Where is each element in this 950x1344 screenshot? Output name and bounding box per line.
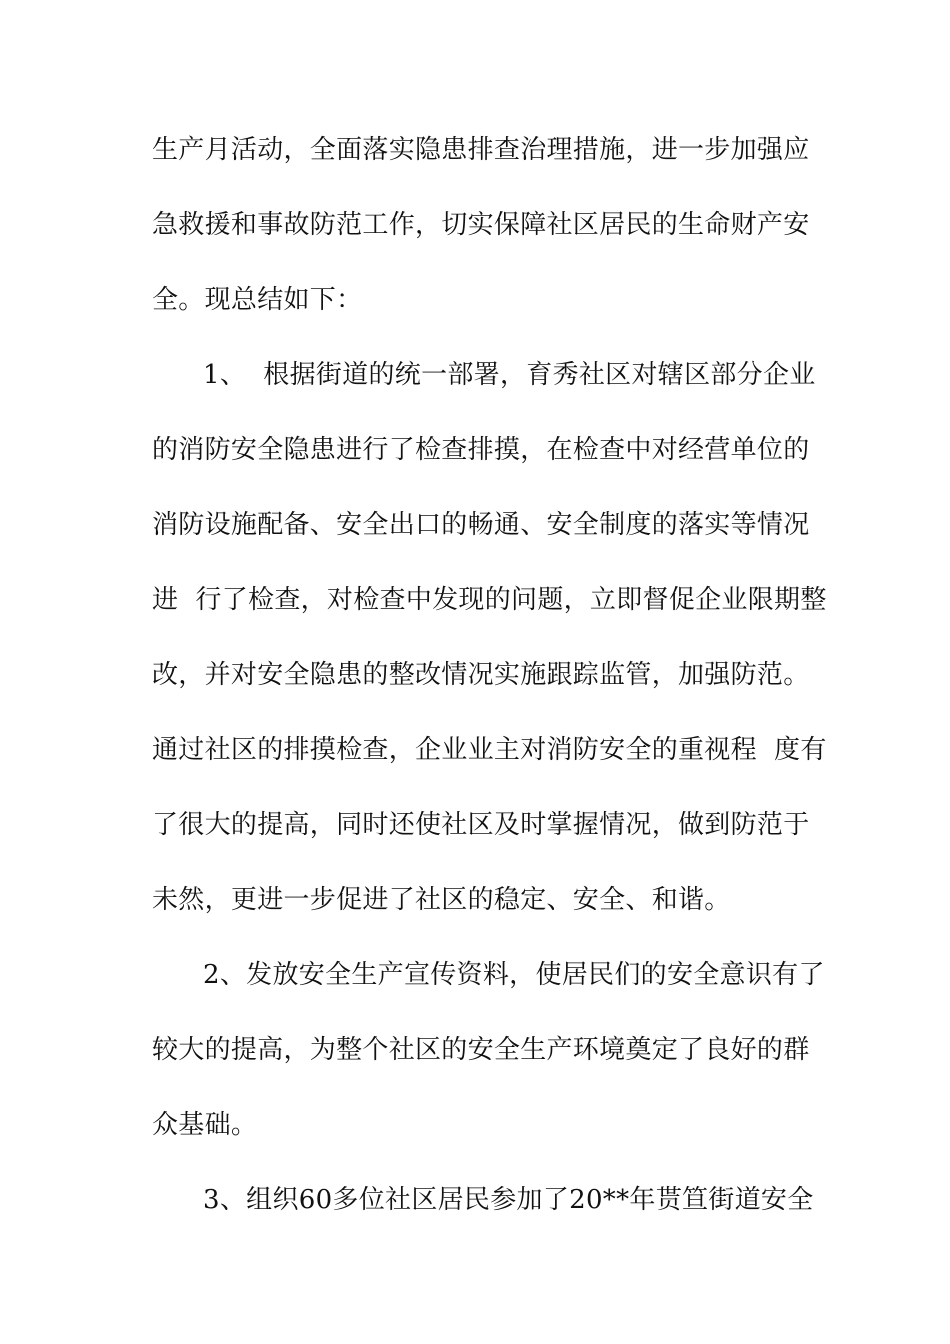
numbered-paragraph-3-start: 3、组织60多位社区居民参加了20**年贳笪街道安全 xyxy=(203,1185,814,1215)
text-line: 全。现总结如下： xyxy=(152,285,363,315)
text-line: 进 行了检查，对检查中发现的问题，立即督促企业限期整 xyxy=(152,585,827,615)
text-line: 的消防安全隐患进行了检查排摸，在检查中对经营单位的 xyxy=(152,435,810,465)
numbered-paragraph-2-start: 2、发放安全生产宣传资料，使居民们的安全意识有了 xyxy=(203,960,825,990)
text-line: 较大的提高，为整个社区的安全生产环境奠定了良好的群 xyxy=(152,1035,810,1065)
text-line: 改，并对安全隐患的整改情况实施跟踪监管，加强防范。 xyxy=(152,660,810,690)
text-line: 生产月活动，全面落实隐患排查治理措施，进一步加强应 xyxy=(152,135,810,165)
text-line: 消防设施配备、安全出口的畅通、安全制度的落实等情况 xyxy=(152,510,810,540)
text-line: 了很大的提高，同时还使社区及时掌握情况，做到防范于 xyxy=(152,810,810,840)
text-line: 通过社区的排摸检查，企业业主对消防安全的重视程 度有 xyxy=(152,735,827,765)
numbered-paragraph-1-start: 1、 根据街道的统一部署，育秀社区对辖区部分企业 xyxy=(203,360,816,390)
text-line: 众基础。 xyxy=(152,1110,258,1140)
text-line: 急救援和事故防范工作，切实保障社区居民的生命财产安 xyxy=(152,210,810,240)
text-line: 未然，更进一步促进了社区的稳定、安全、和谐。 xyxy=(152,885,731,915)
